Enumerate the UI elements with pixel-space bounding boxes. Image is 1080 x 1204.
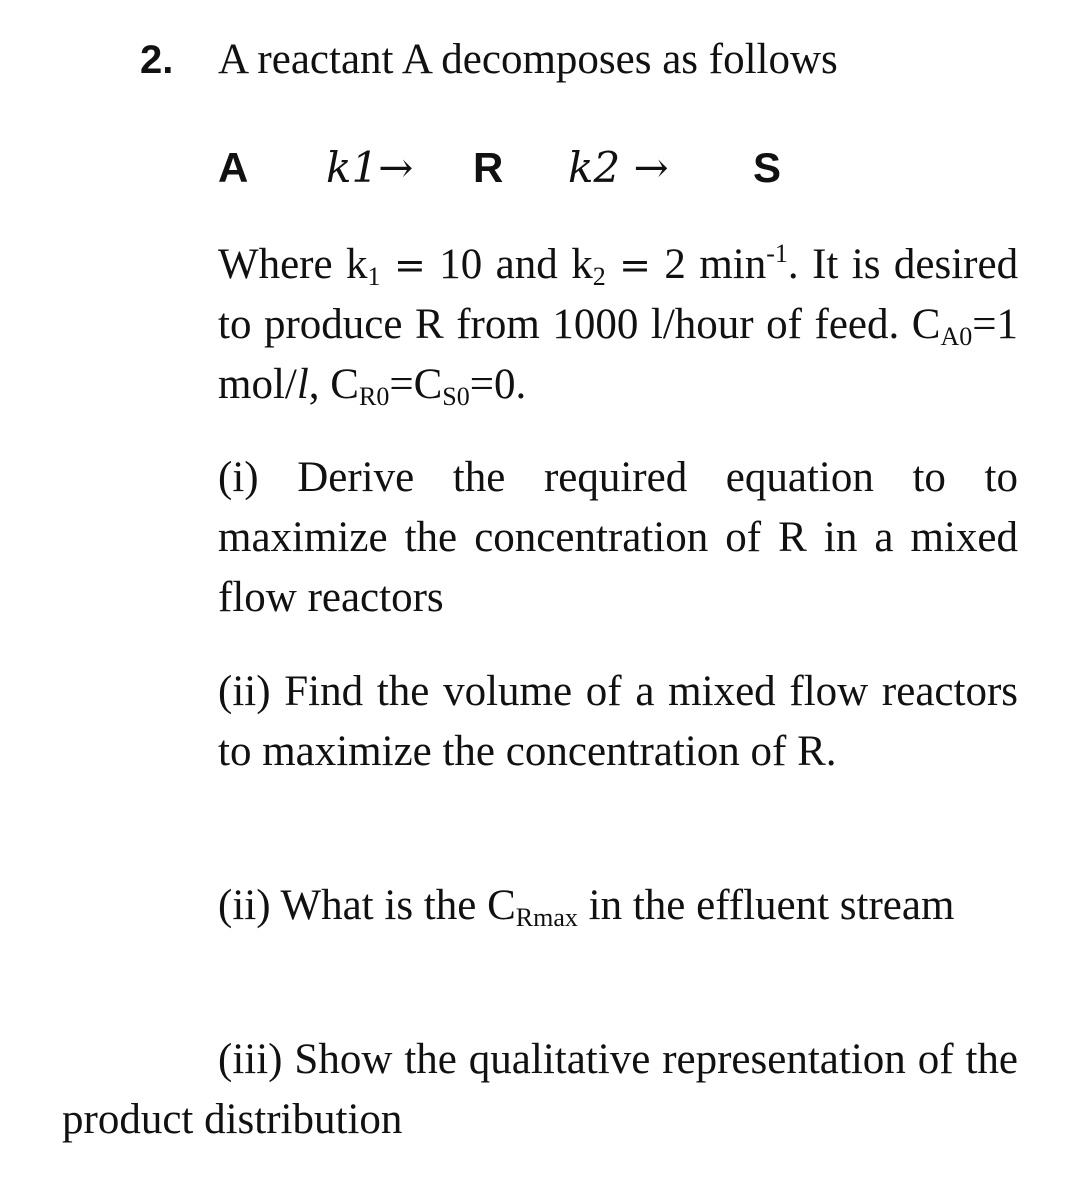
- species-s: S: [753, 144, 782, 191]
- part-iii-text: (iii) Show the qualitative representation of the product distribution: [62, 1036, 1018, 1143]
- part-i-text: (i) Derive the required equation to to maximize the concentration of R in a mixed flow reactors: [218, 454, 1018, 621]
- species-r: R: [473, 144, 504, 191]
- conditions-paragraph: Where $k_1 = 10$ and $k_2 = 2$ $\min^{-1}$. It is desired to produce R from 1000 l/hour of feed. $C_{A0}=1$ mol/l, $C_{R0}=C_{S0}=0$.: [218, 239, 1019, 411]
- question-number: 2.: [140, 38, 174, 82]
- rate-constant-k1: k1→: [326, 143, 414, 192]
- part-ii-volume-text: (ii) Find the volume of a mixed flow reactors to maximize the concentration of R.: [218, 668, 1018, 775]
- rate-constant-k2: k2 →: [568, 143, 669, 192]
- question-intro: A reactant A decomposes as follows: [218, 36, 838, 83]
- reaction-scheme: [0, 138, 1080, 198]
- part-ii-crmax-text: (ii) What is the $C_{Rmax}$ in the effluent stream: [218, 882, 955, 932]
- species-a: A: [218, 144, 249, 191]
